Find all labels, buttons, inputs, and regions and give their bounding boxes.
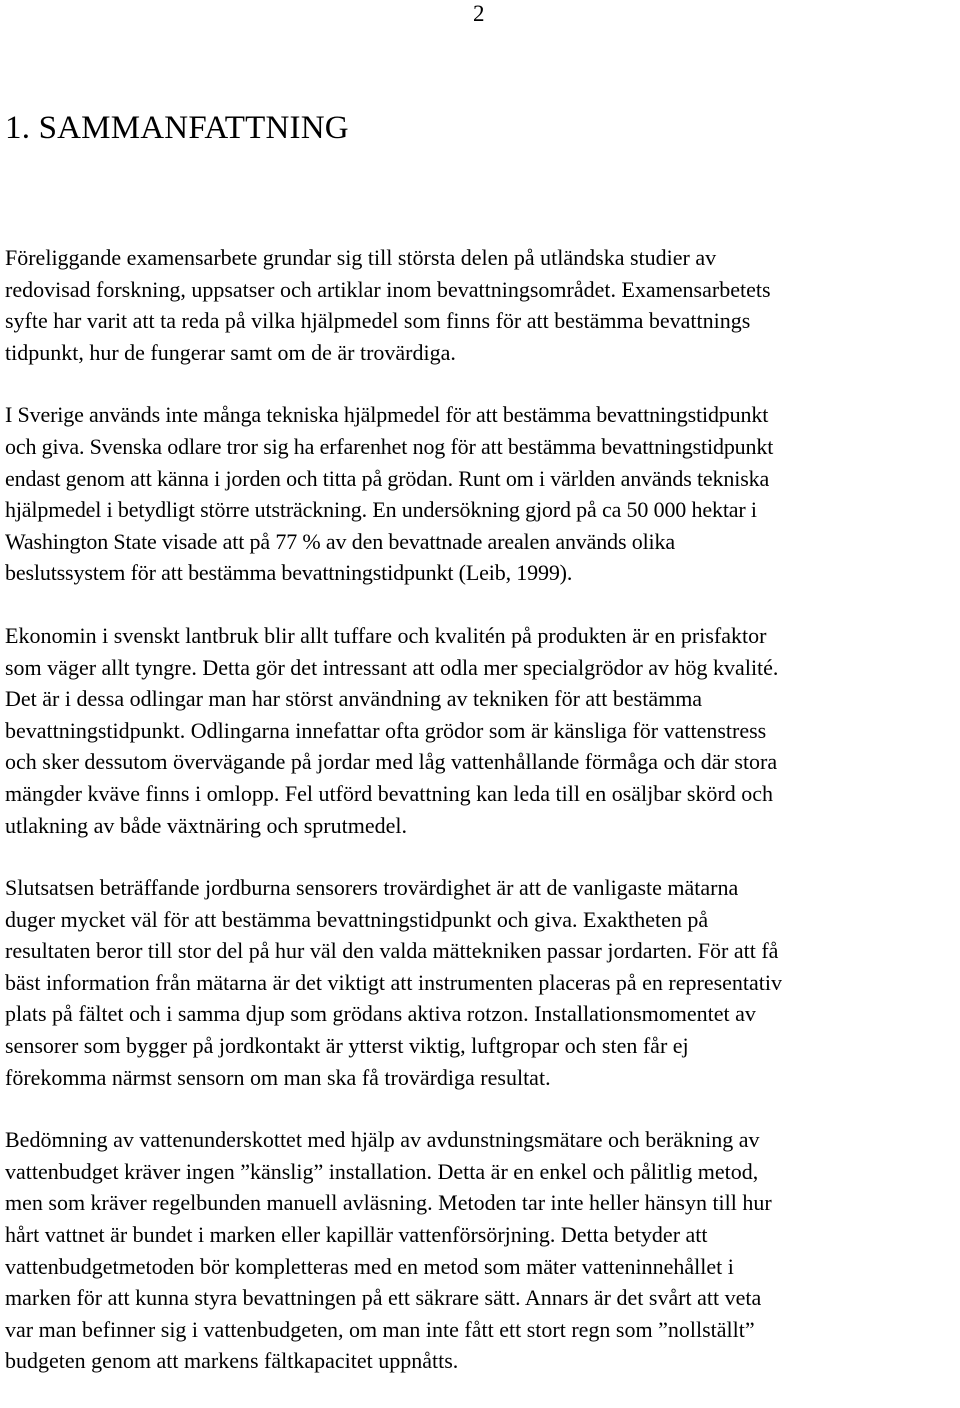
- paragraph-5: [5, 1124, 960, 1377]
- text-line: marken för att kunna styra bevattningen på ett säkrare sätt. Annars är det svårt att veta: [5, 1285, 762, 1311]
- text-line: hårt vattnet är bundet i marken eller kapillär vattenförsörjning. Detta betyder att: [5, 1222, 708, 1248]
- text-line: sensorer som bygger på jordkontakt är ytterst viktig, luftgropar och sten får ej: [5, 1033, 689, 1059]
- text-line: bevattningstidpunkt. Odlingarna innefattar ofta grödor som är känsliga för vattenstress: [5, 717, 767, 743]
- text-line: Washington State visade att på 77 % av den bevattnade arealen används olika: [5, 528, 675, 554]
- text-line: bäst information från mätarna är det viktigt att instrumenten placeras på en representativ: [5, 969, 783, 995]
- text-line: tidpunkt, hur de fungerar samt om de är trovärdiga.: [5, 339, 456, 365]
- paragraph-1: [5, 242, 960, 368]
- text-line: syfte har varit att ta reda på vilka hjälpmedel som finns för att bestämma bevattnings: [5, 308, 751, 334]
- text-line: och giva. Svenska odlare tror sig ha erfarenhet nog för att bestämma bevattningstidpunkt: [5, 433, 774, 459]
- text-line: men som kräver regelbunden manuell avläsning. Metoden tar inte heller hänsyn till hur: [5, 1190, 772, 1216]
- text-line: Det är i dessa odlingar man har störst användning av tekniken för att bestämma: [5, 686, 703, 712]
- text-line: Föreliggande examensarbete grundar sig till största delen på utländska studier av: [5, 245, 717, 270]
- text-line: Ekonomin i svenskt lantbruk blir allt tuffare och kvalitén på produkten är en prisfaktor: [5, 622, 767, 648]
- text-line: vattenbudget kräver ingen ”känslig” installation. Detta är en enkel och pålitlig metod,: [5, 1158, 759, 1184]
- text-line: duger mycket väl för att bestämma bevattningstidpunkt och giva. Exaktheten på: [5, 906, 709, 932]
- text-line: redovisad forskning, uppsatser och artiklar inom bevattningsområdet. Examensarbetets: [5, 276, 771, 302]
- text-line: var man befinner sig i vattenbudgeten, om man inte fått ett stort regn som ”nollställt”: [5, 1316, 755, 1342]
- text-line: resultaten beror till stor del på hur väl den valda mättekniken passar jordarten. För att få: [5, 938, 779, 964]
- paragraph-2: [5, 399, 960, 589]
- text-line: Slutsatsen beträffande jordburna sensorers trovärdighet är att de vanligaste mätarna: [5, 875, 739, 901]
- text-line: utlakning av både växtnäring och sprutmedel.: [5, 812, 407, 838]
- text-line: I Sverige används inte många tekniska hjälpmedel för att bestämma bevattningstidpunkt: [5, 402, 769, 428]
- paragraph-3: [5, 620, 960, 841]
- paragraph-4: [5, 872, 960, 1093]
- text-line: beslutssystem för att bestämma bevattningstidpunkt (Leib, 1999).: [5, 560, 573, 586]
- section-heading: 1. SAMMANFATTNING: [5, 110, 349, 146]
- text-line: vattenbudgetmetoden bör kompletteras med en metod som mäter vatteninnehållet i: [5, 1253, 734, 1279]
- text-line: budgeten genom att markens fältkapacitet uppnåtts.: [5, 1348, 459, 1374]
- text-line: hjälpmedel i betydligt större utsträckning. En undersökning gjord på ca 50 000 hektar i: [5, 497, 757, 523]
- text-line: Bedömning av vattenunderskottet med hjälp av avdunstningsmätare och beräkning av: [5, 1127, 760, 1153]
- page-number: 2: [473, 1, 485, 26]
- text-line: endast genom att känna i jorden och titta på grödan. Runt om i världen används tekniska: [5, 465, 770, 491]
- text-line: plats på fältet och i samma djup som grödans aktiva rotzon. Installationsmomentet av: [5, 1001, 756, 1027]
- text-line: förekomma närmst sensorn om man ska få trovärdiga resultat.: [5, 1064, 551, 1090]
- text-line: som väger allt tyngre. Detta gör det intressant att odla mer specialgrödor av hög kvalité.: [5, 654, 779, 680]
- document-body: [5, 242, 960, 1408]
- text-line: mängder kväve finns i omlopp. Fel utförd bevattning kan leda till en osäljbar skörd och: [5, 780, 773, 806]
- text-line: och sker dessutom övervägande på jordar med låg vattenhållande förmåga och där stora: [5, 749, 778, 775]
